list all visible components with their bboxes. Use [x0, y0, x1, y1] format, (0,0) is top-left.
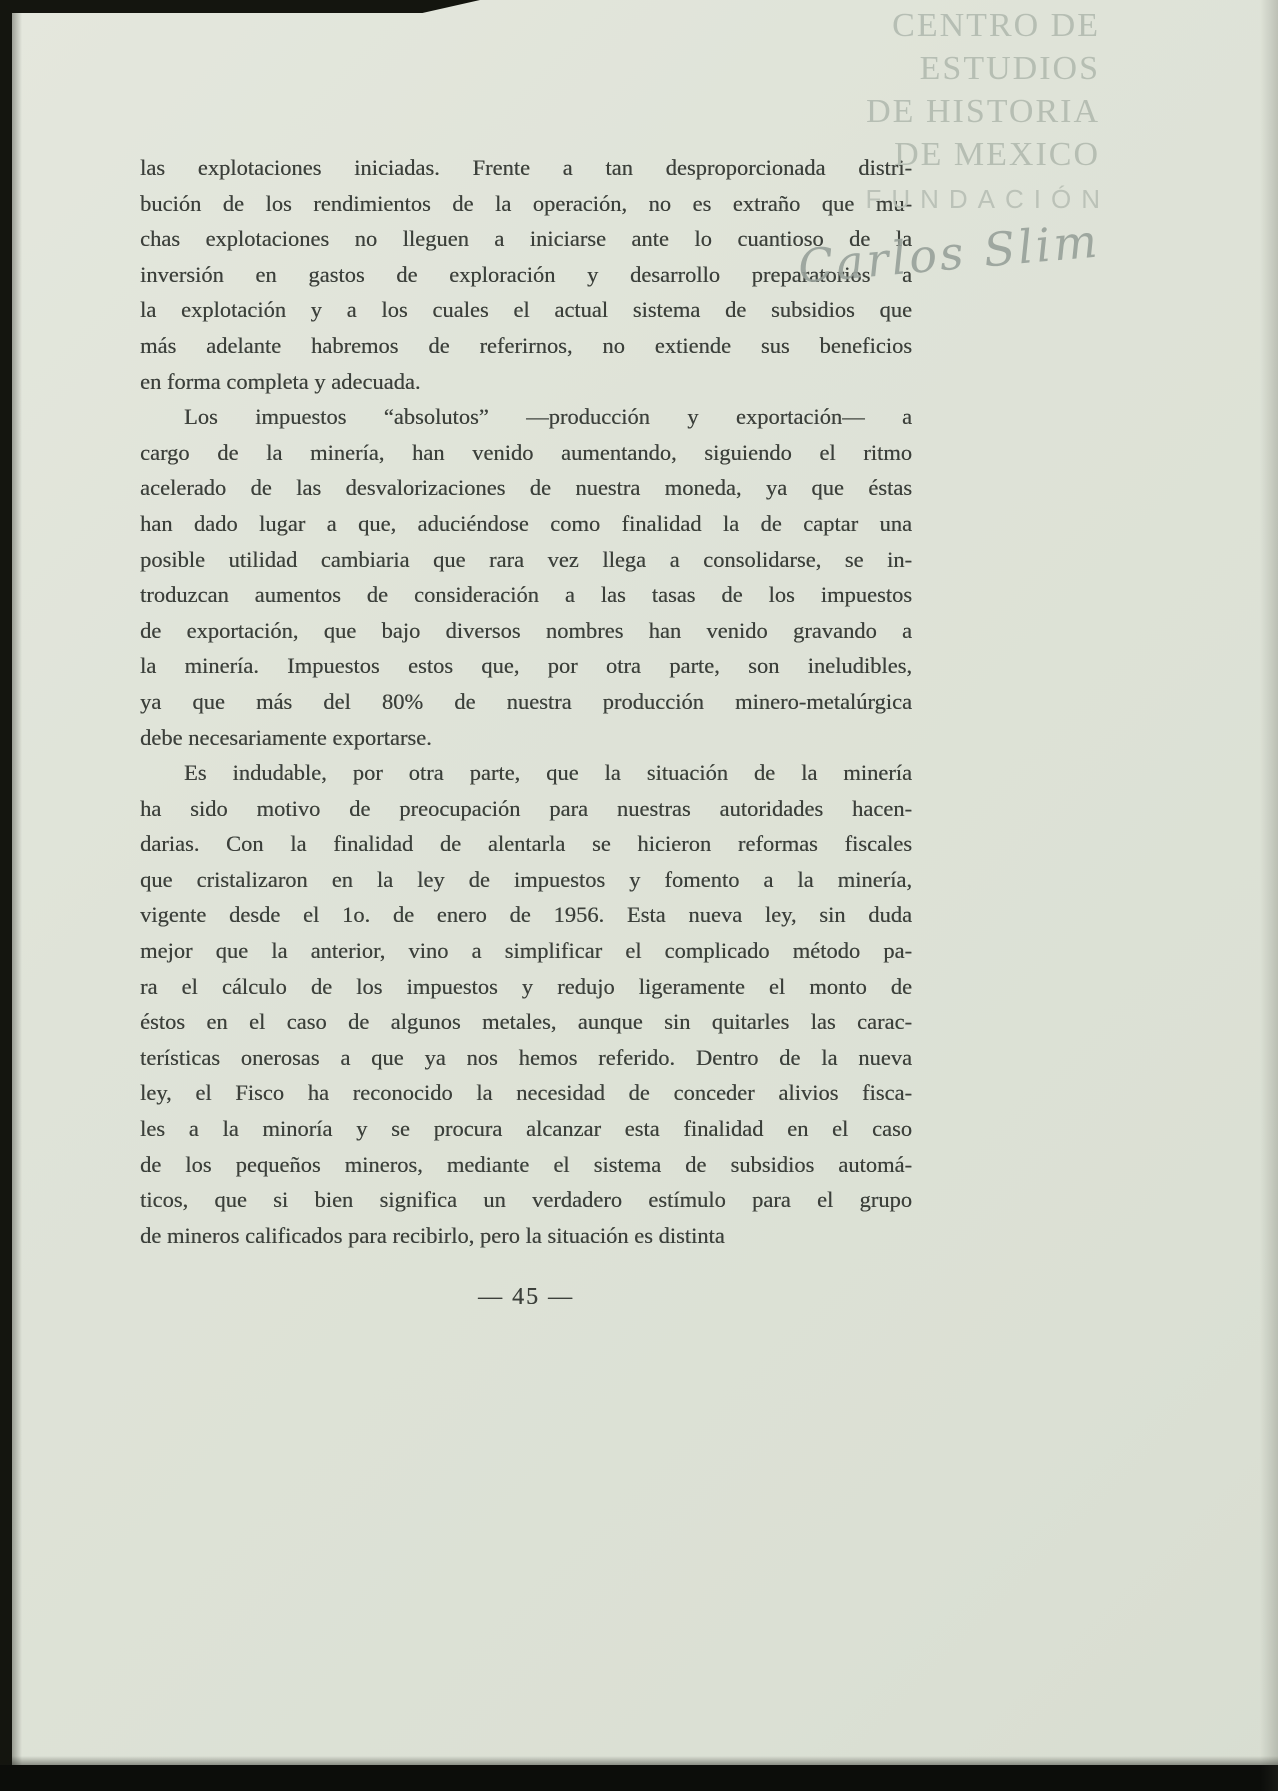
text-block [140, 150, 912, 1253]
watermark-signature: Carlos Slim [795, 213, 1103, 294]
text-line: de mineros calificados para recibirlo, pero la situación es distinta [140, 1222, 725, 1248]
text-line: ya que más del 80% de nuestra producción minero-metalúrgica [140, 688, 912, 714]
watermark-line: ESTUDIOS [919, 50, 1100, 87]
text-line: éstos en el caso de algunos metales, aunque sin quitarles las carac- [140, 1009, 912, 1035]
text-line: les a la minoría y se procura alcanzar esta finalidad en el caso [140, 1116, 912, 1142]
text-line: más adelante habremos de referirnos, no extiende sus beneficios [140, 332, 912, 358]
text-line: que cristalizaron en la ley de impuestos y fomento a la minería, [140, 866, 912, 892]
text-line: mejor que la anterior, vino a simplificar el complicado método pa- [140, 938, 912, 964]
scan-edge-right [1260, 0, 1278, 1791]
text-line: Los impuestos “absolutos” —producción y exportación— a [184, 404, 912, 430]
text-line: de los pequeños mineros, mediante el sistema de subsidios automá- [140, 1151, 912, 1177]
watermark-line: DE MEXICO [894, 136, 1100, 173]
text-line: han dado lugar a que, aduciéndose como finalidad la de captar una [140, 510, 912, 536]
text-line: terísticas onerosas a que ya nos hemos referido. Dentro de la nueva [140, 1044, 912, 1070]
text-line: cargo de la minería, han venido aumentando, siguiendo el ritmo [140, 439, 912, 465]
text-line: chas explotaciones no lleguen a iniciarse ante lo cuantioso de la [140, 226, 912, 252]
text-line: en forma completa y adecuada. [140, 368, 421, 394]
text-line: darias. Con la finalidad de alentarla se hicieron reformas fiscales [140, 831, 912, 857]
watermark-line: DE HISTORIA [866, 93, 1100, 130]
watermark-line: CENTRO DE [892, 7, 1100, 44]
text-line: ticos, que si bien significa un verdadero estímulo para el grupo [140, 1187, 912, 1213]
text-line: Es indudable, por otra parte, que la situación de la minería [184, 760, 912, 786]
text-line: de exportación, que bajo diversos nombres han venido gravando a [140, 617, 912, 643]
paragraph [140, 399, 912, 755]
text-line: la minería. Impuestos estos que, por otra parte, son ineludibles, [140, 653, 912, 679]
page-number: — 45 — [478, 1284, 574, 1310]
text-line: ha sido motivo de preocupación para nuestras autoridades hacen- [140, 795, 912, 821]
scan-edge-left [0, 0, 12, 1791]
text-line: troduzcan aumentos de consideración a las tasas de los impuestos [140, 582, 912, 608]
text-line: las explotaciones iniciadas. Frente a tan desproporcionada distri- [140, 155, 912, 180]
text-line: ley, el Fisco ha reconocido la necesidad de conceder alivios fisca- [140, 1080, 912, 1106]
text-line: acelerado de las desvalorizaciones de nuestra moneda, ya que éstas [140, 475, 912, 501]
text-line: la explotación y a los cuales el actual sistema de subsidios que [140, 297, 912, 323]
paragraph [140, 150, 912, 399]
watermark-foundation-label: FUNDACIÓN [865, 184, 1110, 214]
scan-edge-bottom-shadow [0, 1756, 1278, 1765]
text-line: ra el cálculo de los impuestos y redujo ligeramente el monto de [140, 973, 912, 999]
text-line: posible utilidad cambiaria que rara vez llega a consolidarse, se in- [140, 546, 912, 572]
text-line: vigente desde el 1o. de enero de 1956. Esta nueva ley, sin duda [140, 902, 912, 928]
paragraph [140, 755, 912, 1253]
scan-edge-left-shadow [12, 0, 22, 1791]
scan-edge-top [0, 0, 480, 13]
text-line: inversión en gastos de exploración y desarrollo preparatorios a [140, 261, 912, 287]
text-line: debe necesariamente exportarse. [140, 724, 432, 750]
scan-edge-bottom [0, 1765, 1278, 1791]
text-line: bución de los rendimientos de la operación, no es extraño que mu- [140, 190, 912, 216]
